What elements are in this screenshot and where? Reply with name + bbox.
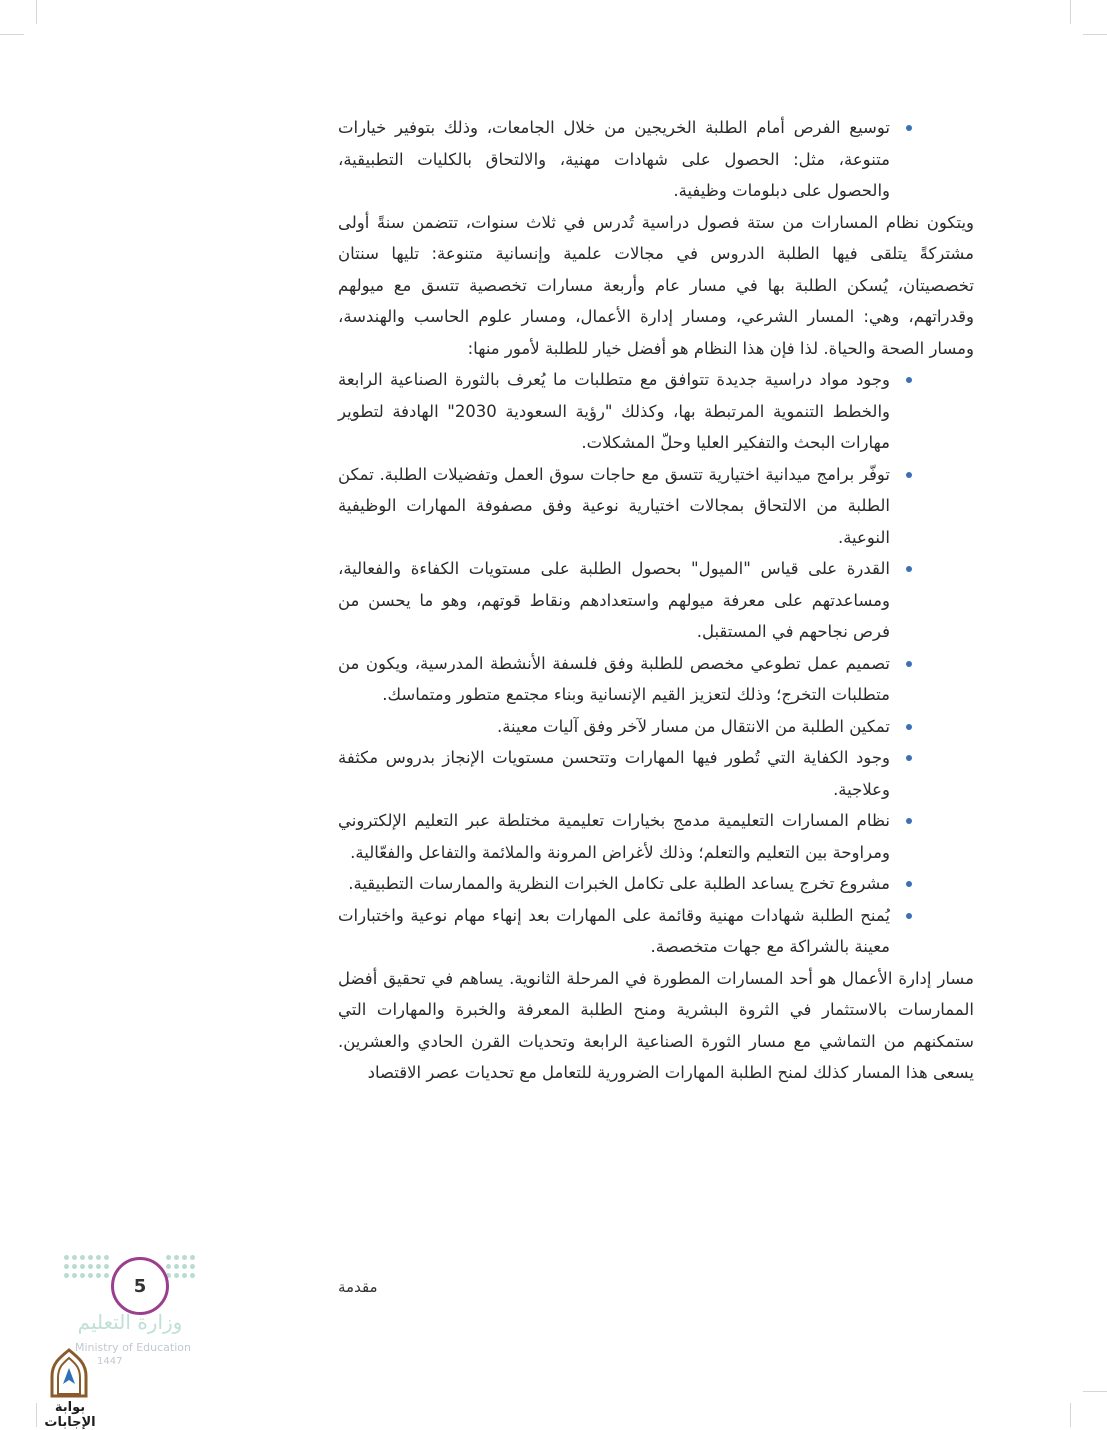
bullet-list-top — [338, 112, 974, 207]
bullet-item — [338, 711, 912, 743]
bullet-text: تصميم عمل تطوعي مخصص للطلبة وفق فلسفة الأنشطة المدرسية، ويكون من متطلبات التخرج؛ وذلك لتعزيز القيم الإنسانية وبناء مجتمع متطور ومتماسك. — [338, 653, 890, 704]
ministry-dot — [190, 1264, 195, 1269]
ministry-dot — [166, 1255, 171, 1260]
bullet-dot-icon — [906, 881, 912, 887]
bullet-item — [338, 742, 912, 805]
ministry-dot — [182, 1255, 187, 1260]
bullet-dot-icon — [906, 724, 912, 730]
bullet-dot-icon — [906, 818, 912, 824]
portal-name: بوابة الإجابات — [44, 1400, 96, 1430]
bullet-text: تمكين الطلبة من الانتقال من مسار لآخر وفق آليات معينة. — [496, 716, 890, 736]
ministry-dot — [72, 1273, 77, 1278]
ministry-dot — [104, 1264, 109, 1269]
bullet-item — [338, 805, 912, 868]
ministry-dot — [190, 1255, 195, 1260]
ministry-dot — [88, 1255, 93, 1260]
bullet-text: توفّر برامج ميدانية اختيارية تتسق مع حاجات سوق العمل وتفضيلات الطلبة. تمكن الطلبة من الالتحاق بمجالات اختيارية نوعية وفق مصفوفة المهارات الوظيفية النوعية. — [338, 464, 890, 547]
document-body — [338, 112, 974, 1089]
ministry-dot — [104, 1273, 109, 1278]
ministry-name-arabic: وزارة التعليم — [77, 1310, 183, 1334]
bullet-dot-icon — [906, 661, 912, 667]
ministry-dot — [190, 1273, 195, 1278]
bullet-text: وجود مواد دراسية جديدة تتوافق مع متطلبات ما يُعرف بالثورة الصناعية الرابعة والخطط التنموية المرتبطة بها، وكذلك "رؤية السعودية 2030" الهادفة لتطوير مهارات البحث والتفكير العليا وحلّ المشكلات. — [338, 370, 891, 452]
ministry-dot — [88, 1264, 93, 1269]
bullet-item — [338, 112, 912, 207]
closing-paragraph: مسار إدارة الأعمال هو أحد المسارات المطورة في المرحلة الثانوية. يساهم في تحقيق أفضل الممارسات بالاستثمار في الثروة البشرية ومنح الطلبة المعرفة والخبرة والمهارات التي ستمكنهم من التماشي مع مسار الثورة الصناعية الرابعة وتحديات القرن الحادي والعشرين. يسعى هذا المسار كذلك لمنح الطلبة المهارات الضرورية للتعامل مع تحديات عصر الاقتصاد — [338, 968, 974, 1082]
crop-mark — [1083, 1391, 1107, 1392]
ministry-dot — [182, 1264, 187, 1269]
bullet-text: وجود الكفاية التي تُطور فيها المهارات وتتحسن مستويات الإنجاز بدروس مكثفة وعلاجية. — [338, 748, 890, 799]
ministry-dot — [104, 1255, 109, 1260]
bullet-item — [338, 868, 912, 900]
ministry-dot — [174, 1255, 179, 1260]
page-number: 5 — [111, 1257, 169, 1315]
year-label: 1447 — [97, 1356, 123, 1367]
bullet-dot-icon — [906, 377, 912, 383]
ministry-dot — [80, 1273, 85, 1278]
bullet-text: القدرة على قياس "الميول" بحصول الطلبة على مستويات الكفاءة والفعالية، ومساعدتهم على معرفة ميولهم واستعدادهم ونقاط قوتهم، وهو ما يحسن من فرص نجاحهم في المستقبل. — [338, 559, 890, 641]
crop-mark — [1070, 1403, 1071, 1427]
ministry-dot — [96, 1255, 101, 1260]
ministry-dot — [64, 1255, 69, 1260]
bullet-dot-icon — [906, 913, 912, 919]
crop-mark — [36, 0, 37, 24]
bullet-text: مشروع تخرج يساعد الطلبة على تكامل الخبرات النظرية والممارسات التطبيقية. — [348, 874, 890, 893]
ministry-dot — [182, 1273, 187, 1278]
crop-mark — [1083, 34, 1107, 35]
bullet-text: يُمنح الطلبة شهادات مهنية وقائمة على المهارات بعد إنهاء مهام نوعية واختبارات معينة بالشراكة مع جهات متخصصة. — [338, 905, 890, 956]
crop-mark — [0, 34, 24, 35]
ministry-dot — [96, 1273, 101, 1278]
bullet-text: توسيع الفرص أمام الطلبة الخريجين من خلال الجامعات، وذلك بتوفير خيارات متنوعة، مثل: الحصول على شهادات مهنية، والالتحاق بالكليات التطبيقية، والحصول على دبلومات وظيفية. — [338, 118, 890, 200]
bullet-dot-icon — [906, 755, 912, 761]
ministry-dot — [80, 1255, 85, 1260]
bullet-item — [338, 364, 912, 459]
bullet-item — [338, 900, 912, 963]
bullet-item — [338, 459, 912, 554]
bullet-dot-icon — [906, 472, 912, 478]
bullet-dot-icon — [906, 566, 912, 572]
ministry-dot — [72, 1255, 77, 1260]
intro-paragraph: ويتكون نظام المسارات من ستة فصول دراسية تُدرس في ثلاث سنوات، تتضمن سنةً أولى مشتركةً يتلقى فيها الطلبة الدروس في مجالات علمية وإنسانية متنوعة: تليها سنتان تخصصيتان، يُسكن الطلبة بها في مسار عام وأربعة مسارات تخصصية تتسق مع ميولهم وقدراتهم، وهي: المسار الشرعي، ومسار إدارة الأعمال، ومسار علوم الحاسب والهندسة، ومسار الصحة والحياة. لذا فإن هذا النظام هو أفضل خيار للطلبة لأمور منها: — [338, 212, 974, 358]
ministry-name-english: Ministry of Education — [74, 1341, 191, 1354]
ministry-dot — [64, 1273, 69, 1278]
ministry-dot — [80, 1264, 85, 1269]
ministry-dot — [88, 1273, 93, 1278]
bullet-text: نظام المسارات التعليمية مدمج بخيارات تعليمية مختلطة عبر التعليم الإلكتروني ومراوحة بين التعليم والتعلم؛ وذلك لأغراض المرونة والملائمة والتفاعل والفعّالية. — [338, 811, 890, 862]
bullet-list-main — [338, 364, 974, 963]
ministry-dot — [64, 1264, 69, 1269]
ministry-dots-icon — [64, 1255, 114, 1285]
ministry-dot — [166, 1264, 171, 1269]
crop-mark — [1070, 0, 1071, 24]
section-title: مقدمة — [338, 1278, 378, 1296]
ministry-dot — [96, 1264, 101, 1269]
ministry-dot — [174, 1264, 179, 1269]
ministry-dot — [72, 1264, 77, 1269]
mosque-logo-icon — [44, 1348, 94, 1398]
bullet-item — [338, 553, 912, 648]
bullet-item — [338, 648, 912, 711]
ministry-dot — [174, 1273, 179, 1278]
ministry-dots-icon — [166, 1255, 198, 1285]
bullet-dot-icon — [906, 125, 912, 131]
